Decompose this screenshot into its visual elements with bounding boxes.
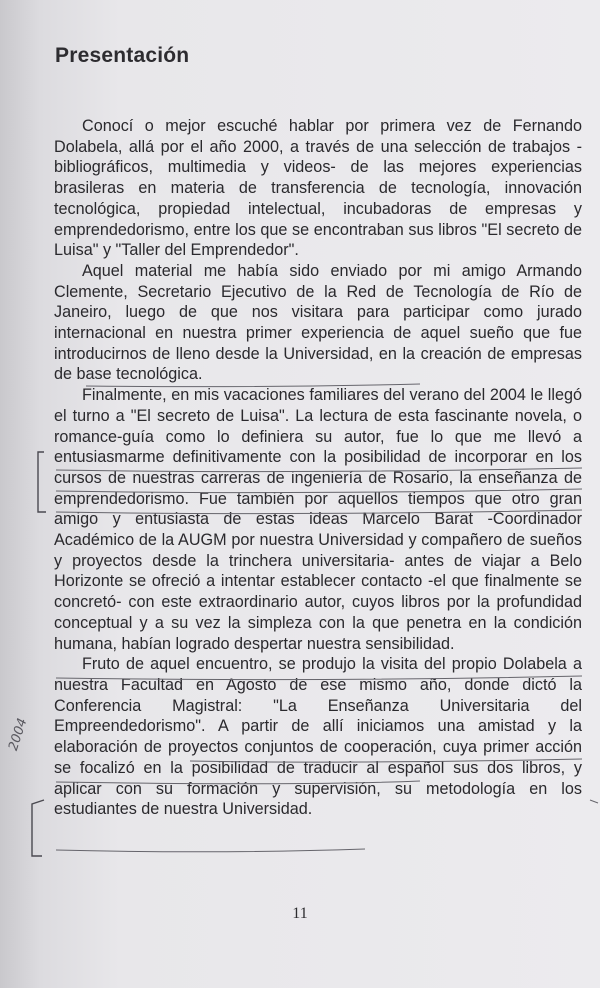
pen-underline-4 — [56, 510, 582, 514]
pen-underline-8 — [56, 849, 365, 852]
pen-underline-2 — [56, 468, 582, 472]
pen-underline-1 — [86, 384, 420, 387]
page-title: Presentación — [55, 44, 190, 67]
pen-tick — [590, 800, 598, 803]
paragraph-3: Finalmente, en mis vacaciones familiares del verano del 2004 le llegó el turno a "El secreto de Luisa". La lectura de esta fascinante novela, o romance-guía como lo definiera su autor, fue lo que me llevó a entusiasmarme definitivamente con la posibilidad de incorporar en los cursos de nuestras carreras de ingeniería de Rosario, la enseñanza de emprendedorismo. Fue también por aquellos tiempos que otro gran amigo y entusiasta de estas ideas Marcelo Barat -Coordinador Académico de la AUGM por nuestra Universidad y compañero de sueños y proyectos desde la trinchera universitaria- antes de viajar a Belo Horizonte se ofreció a intentar establecer contacto -el que finalmente se concretó- con este extraordinario autor, cuyos libros por la profundidad conceptual y a su vez la simpleza con la que penetra en la condición humana, habían logrado despertar nuestra sensibilidad. — [54, 386, 582, 653]
pen-underline-3 — [56, 489, 582, 493]
margin-note: 2004 — [6, 716, 31, 753]
pen-underline-5 — [56, 676, 582, 680]
page-number: 11 — [292, 905, 308, 922]
pen-underline-7 — [56, 781, 420, 784]
pen-bracket-2 — [32, 800, 44, 856]
paragraph-2: Aquel material me había sido enviado por mi amigo Armando Clemente, Secretario Ejecutivo de la Red de Tecnología de Río de Janeiro, luego de que nos visitara para participar como jurado internacional en nuestra primer experiencia de aquel sueño que fue introducirnos de lleno desde la Universidad, en la creación de empresas de base tecnológica. — [54, 261, 582, 384]
pen-bracket-1 — [38, 452, 46, 512]
paragraph-4: Fruto de aquel encuentro, se produjo la visita del propio Dolabela a nuestra Facultad en Agosto de ese mismo año, donde dictó la Conferencia Magistral: "La Enseñanza Universitaria del Empreendedorismo". A partir de allí iniciamos una amistad y la elaboración de proyectos conjuntos de cooperación, cuya primer acción se focalizó en la posibilidad de traducir al español sus dos libros, y aplicar con su formación y supervisión, su metodología en los estudiantes de nuestra Universidad. — [54, 655, 582, 819]
paragraph-1: Conocí o mejor escuché hablar por primera vez de Fernando Dolabela, allá por el año 2000, a través de una selección de trabajos -bibliográficos, multimedia y videos- de las mejores experiencias brasileras en materia de transferencia de tecnología, innovación tecnológica, propiedad intelectual, incubadoras de empresas y emprendedorismo, entre los que se encontraban sus libros "El secreto de Luisa" y "Taller del Emprendedor". — [54, 117, 582, 260]
pen-underline-6 — [190, 759, 582, 762]
